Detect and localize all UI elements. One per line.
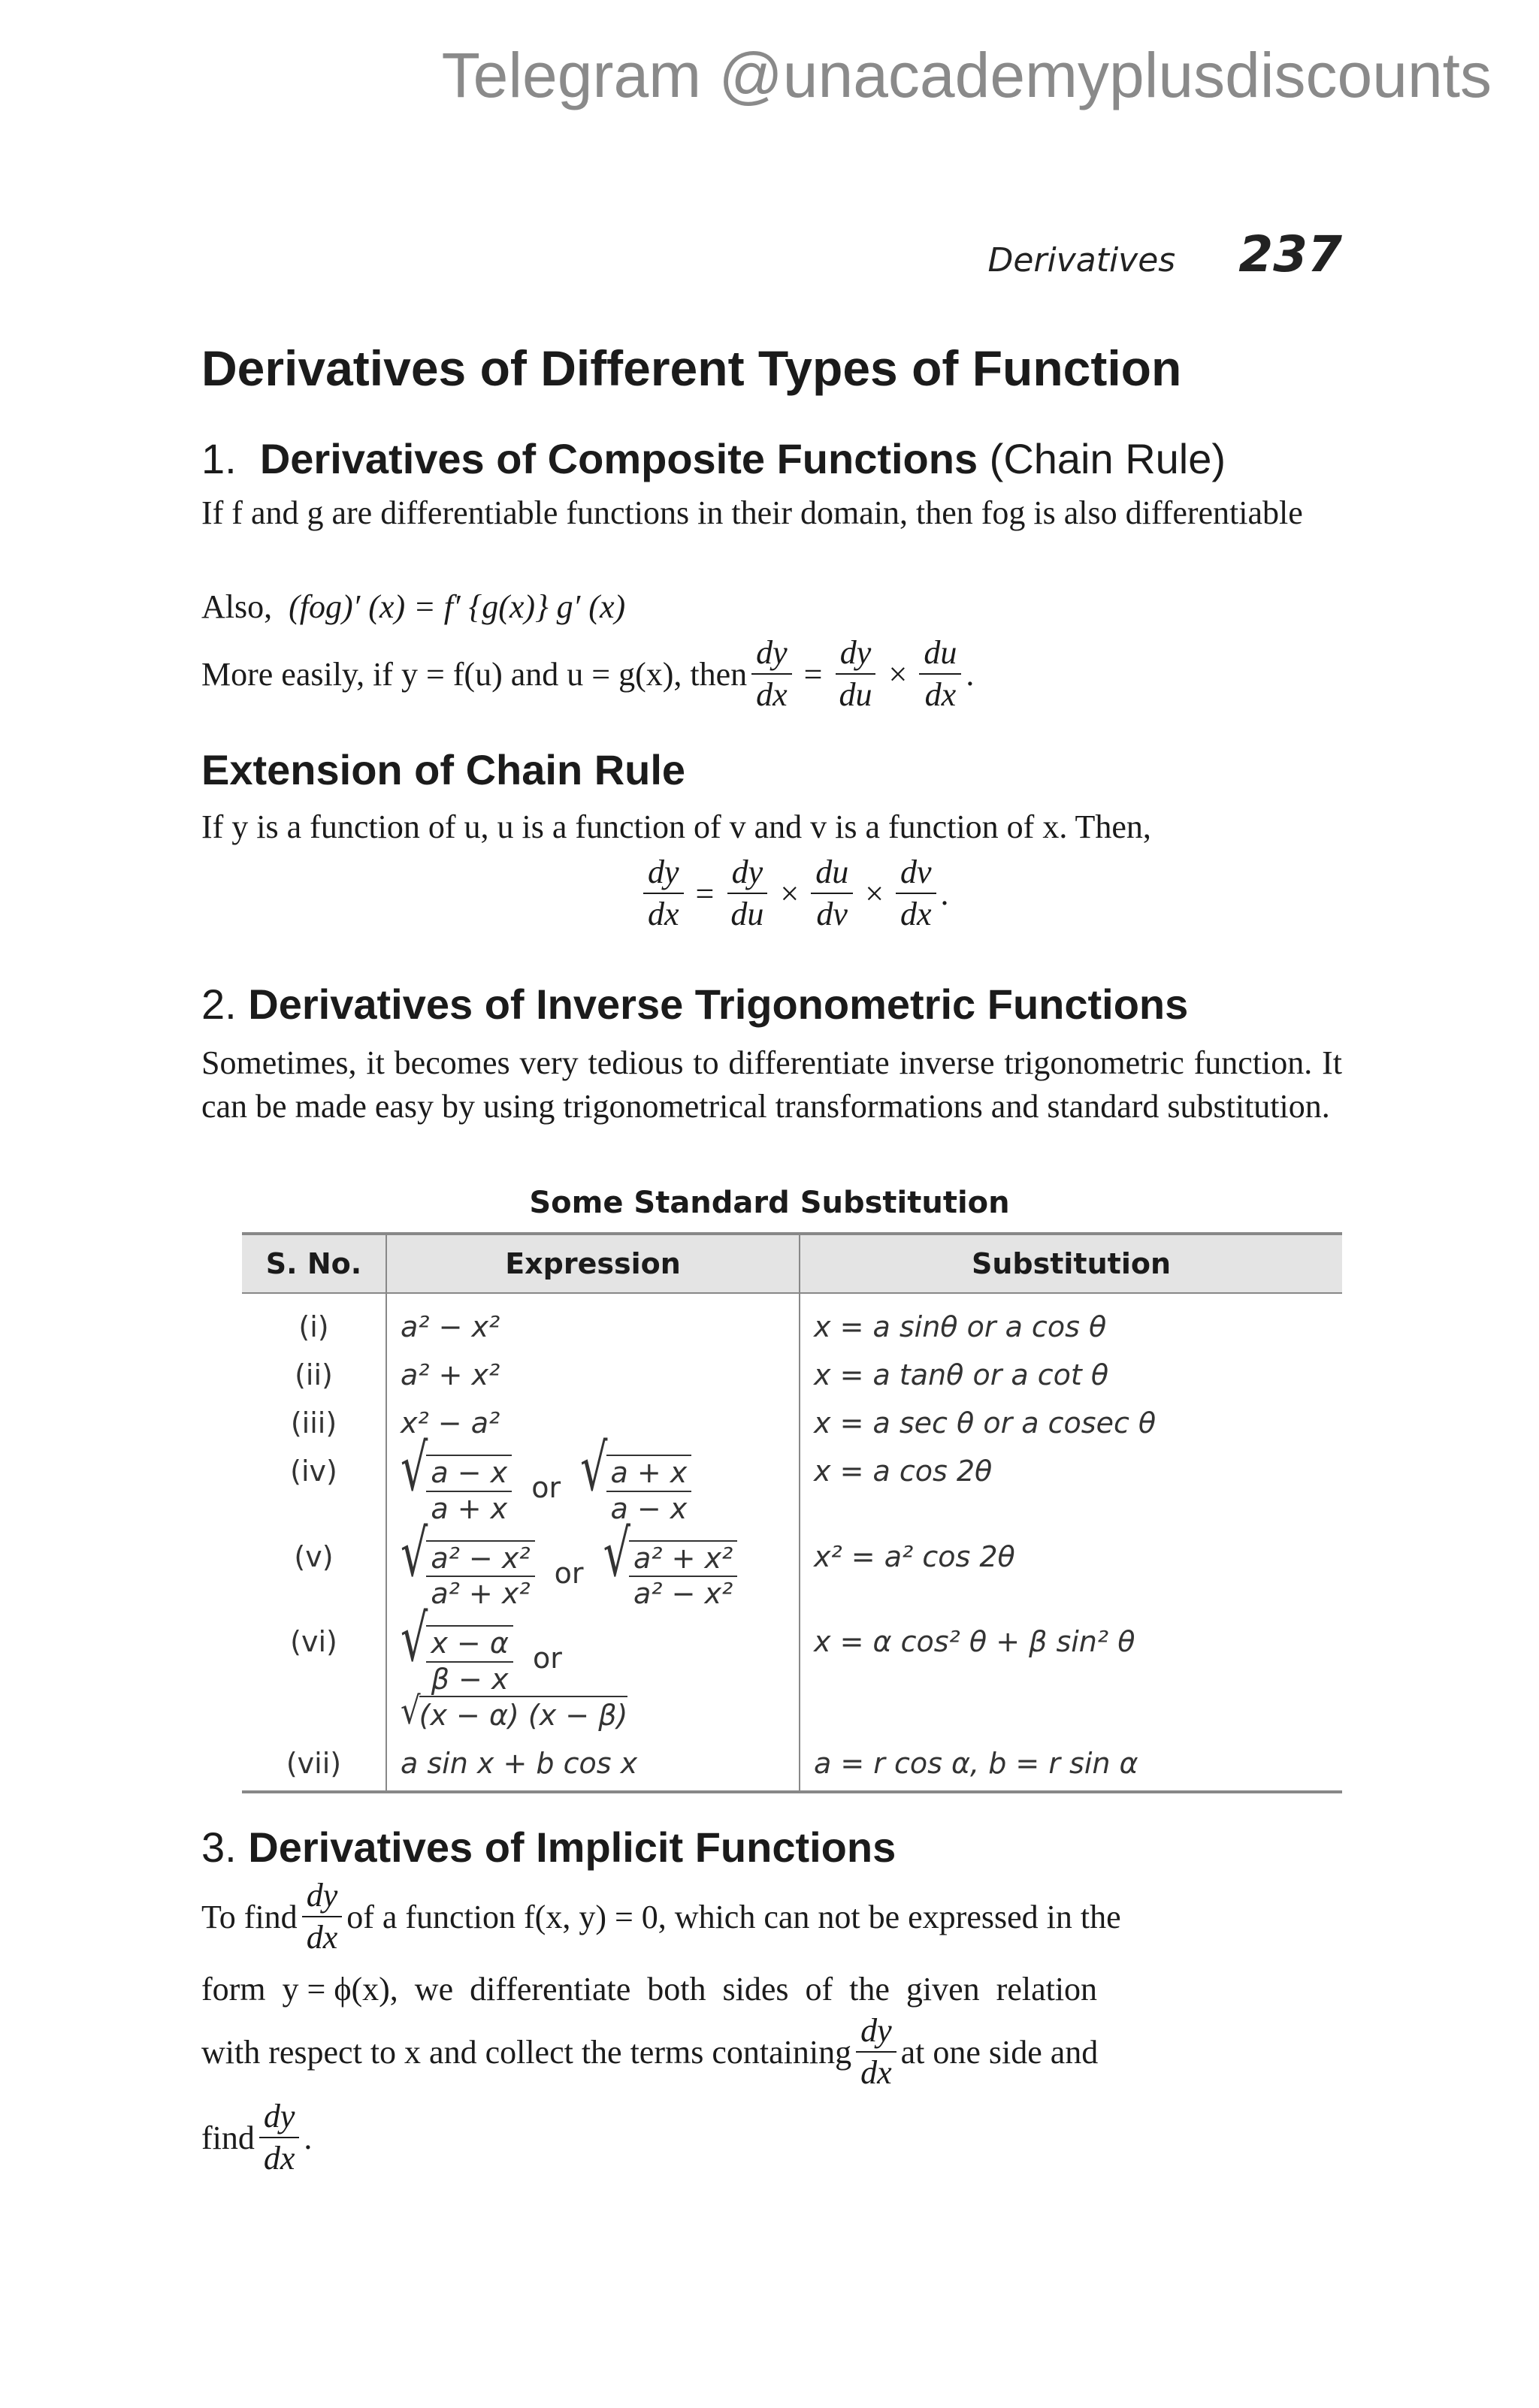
times-sign: ×: [888, 655, 908, 693]
period: .: [940, 875, 949, 912]
implicit-text: with respect to x and collect the terms containing: [201, 2033, 852, 2071]
more-easily-text: More easily, if y = f(u) and u = g(x), then: [201, 655, 748, 693]
frac-den: a² − x²: [633, 1577, 733, 1611]
frac-den: dx: [306, 1919, 338, 1956]
frac-dy-dx: [856, 2014, 896, 2090]
row-expression: a sin x + b cos x: [386, 1739, 800, 1792]
row-sno: (ii): [295, 1358, 333, 1391]
row-expression: x² − a²: [386, 1399, 800, 1447]
frac-den: du: [730, 896, 764, 933]
row-sno: (vi): [290, 1625, 337, 1659]
frac-num: a² − x²: [426, 1543, 534, 1578]
running-head: [987, 225, 1342, 283]
implicit-text: at one side and: [900, 2033, 1099, 2071]
row-substitution: x = a tanθ or a cot θ: [800, 1351, 1342, 1399]
or-word: or: [531, 1471, 561, 1505]
row-substitution: x = a cos 2θ: [800, 1447, 1342, 1533]
frac-den: a − x: [610, 1491, 688, 1525]
frac-den: β − x: [431, 1662, 509, 1696]
frac-den: dx: [860, 2054, 892, 2092]
section-1-paragraph: If f and g are differentiable functions in their domain, then fog is also differentiable: [201, 494, 1303, 531]
page-heading: Derivatives of Different Types of Function: [201, 340, 1182, 396]
frac-du-dx: [919, 636, 961, 712]
section-1-paren: (Chain Rule): [989, 435, 1226, 482]
table-row: [242, 1293, 1342, 1351]
section-1-title: Derivatives of Composite Functions: [259, 435, 978, 482]
or-word: or: [554, 1556, 584, 1590]
section-3-number: 3.: [201, 1823, 237, 1871]
row-sno: (i): [298, 1310, 329, 1343]
frac-dy-du: [726, 855, 768, 932]
row-sno: (iv): [290, 1455, 337, 1488]
frac-den: dx: [924, 676, 957, 714]
frac-den: du: [839, 676, 872, 714]
page-number: 237: [1238, 225, 1342, 283]
section-1-number: 1.: [201, 435, 237, 482]
frac-num: a² + x²: [629, 1543, 737, 1578]
frac-dy-dx: [751, 636, 792, 712]
section-2-heading: [201, 980, 1188, 1029]
row-substitution: a = r cos α, b = r sin α: [800, 1739, 1342, 1792]
section-3-title: Derivatives of Implicit Functions: [248, 1823, 896, 1871]
row-expression: [386, 1431, 800, 1533]
section-1-heading: [201, 434, 1226, 483]
frac-num: dy: [259, 2099, 300, 2138]
frac-num: dy: [856, 2014, 896, 2053]
frac-num: dv: [896, 855, 936, 894]
sqrt-expression: √ $\frac{\text{a² − x²}}{\text{a² + x²}}$: [401, 1540, 535, 1611]
sqrt-product: (x − α) (x − β): [419, 1696, 628, 1732]
extension-paragraph: If y is a function of u, u is a function of v and v is a function of x. Then,: [201, 808, 1151, 845]
frac-dy-dx: [259, 2099, 300, 2176]
extension-heading: Extension of Chain Rule: [201, 746, 686, 793]
sqrt-expression: √ $\frac{x - \alpha}{\beta - x}$: [401, 1625, 513, 1696]
frac-den: dv: [816, 896, 848, 933]
frac-num: du: [919, 636, 961, 675]
frac-den: a + x: [431, 1491, 508, 1525]
frac-num: dy: [727, 855, 768, 894]
equals-sign: =: [803, 655, 823, 693]
substitution-table: [242, 1232, 1342, 1793]
frac-den: dx: [648, 896, 679, 933]
equals-sign: =: [695, 875, 715, 912]
frac-num: dy: [836, 636, 876, 675]
frac-num: a − x: [426, 1458, 512, 1492]
table-caption: Some Standard Substitution: [529, 1186, 1010, 1220]
row-substitution: x = α cos² θ + β sin² θ: [800, 1618, 1342, 1739]
period: .: [966, 655, 975, 693]
chain-rule-formula: (fog)′ (x) = f′ {g(x)} g′ (x): [289, 588, 626, 625]
times-sign: ×: [865, 875, 884, 912]
frac-dy-dx: [302, 1878, 343, 1955]
row-substitution: x = a sinθ or a cos θ: [800, 1293, 1342, 1351]
table-header-row: [242, 1234, 1342, 1293]
frac-den: dx: [756, 676, 788, 714]
row-substitution: x = a sec θ or a cosec θ: [800, 1399, 1342, 1447]
sqrt-expression: √ $\frac{\text{a² + x²}}{\text{a² − x²}}$: [603, 1540, 738, 1611]
frac-den: dx: [263, 2140, 295, 2177]
frac-num: x − α: [426, 1628, 513, 1663]
times-sign: ×: [780, 875, 800, 912]
sqrt-expression: √ $\frac{a + x}{a - x}$: [580, 1455, 691, 1525]
header-sno: S. No.: [242, 1234, 386, 1293]
frac-num: dy: [643, 855, 684, 894]
sqrt-expression: √ $\frac{a - x}{a + x}$: [401, 1455, 512, 1525]
period: .: [304, 2119, 313, 2156]
frac-num: dy: [751, 636, 792, 675]
table-row: [242, 1618, 1342, 1739]
section-2-number: 2.: [201, 980, 237, 1028]
row-sno: (iii): [290, 1406, 337, 1440]
section-3-heading: [201, 1823, 896, 1872]
implicit-line-1: [201, 1878, 1121, 1955]
implicit-text: find: [201, 2119, 255, 2156]
frac-dv-dx: [896, 855, 936, 932]
header-expression: Expression: [386, 1234, 800, 1293]
implicit-line-2: form y = ϕ(x), we differentiate both sides of the given relation: [201, 1971, 1098, 2008]
frac-num: a + x: [606, 1458, 692, 1492]
sqrt-expression: √ (x − α) (x − β): [401, 1688, 628, 1733]
frac-du-dv: [811, 855, 853, 932]
implicit-text: To find: [201, 1898, 298, 1935]
extension-formula: [639, 855, 949, 932]
frac-dy-dx: [643, 855, 684, 932]
frac-num: du: [811, 855, 853, 894]
also-line: [201, 588, 625, 626]
row-sno: (vii): [242, 1739, 386, 1792]
row-substitution: x² = a² cos 2θ: [800, 1533, 1342, 1618]
row-expression: a² + x²: [386, 1351, 800, 1399]
row-expression: a² − x²: [386, 1293, 800, 1351]
frac-num: dy: [302, 1878, 343, 1917]
section-2-title: Derivatives of Inverse Trigonometric Functions: [248, 980, 1189, 1028]
row-expression: [386, 1516, 800, 1618]
or-word: or: [532, 1642, 562, 1675]
implicit-line-3: [201, 2014, 1098, 2090]
watermark: Telegram @unacademyplusdiscounts: [441, 40, 1492, 110]
implicit-line-4: [201, 2099, 312, 2176]
frac-den: a² + x²: [431, 1577, 531, 1611]
row-expression: [386, 1602, 800, 1739]
frac-den: dx: [900, 896, 932, 933]
section-2-paragraph: Sometimes, it becomes very tedious to differentiate inverse trigonometric function. It can be made easy by using trigonometrical transformations and standard substitution.: [201, 1044, 1342, 1125]
frac-dy-du: [835, 636, 877, 712]
table-row: [242, 1739, 1342, 1792]
more-easily-line: [201, 636, 974, 712]
header-substitution: Substitution: [800, 1234, 1342, 1293]
running-head-title: Derivatives: [987, 241, 1176, 279]
table-row: [242, 1351, 1342, 1399]
also-label: Also,: [201, 588, 273, 625]
implicit-text: of a function f(x, y) = 0, which can not be expressed in the: [346, 1898, 1121, 1935]
row-sno: (v): [294, 1539, 334, 1573]
